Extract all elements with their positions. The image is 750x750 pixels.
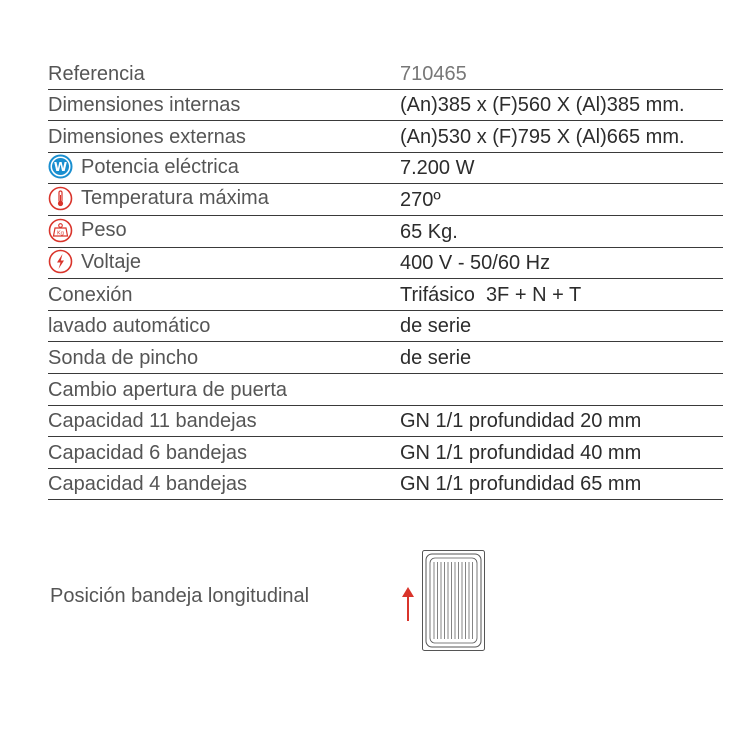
spec-value: GN 1/1 profundidad 20 mm [400, 410, 642, 433]
spec-label: Capacidad 6 bandejas [48, 441, 248, 464]
spec-label: lavado automático [48, 315, 211, 338]
spec-row-capacidad-11 [48, 406, 723, 438]
spec-row-peso [48, 216, 723, 248]
spec-value: (An)385 x (F)560 X (Al)385 mm. [400, 94, 685, 117]
spec-label: Sonda de pincho [48, 346, 199, 369]
thermometer-icon [48, 186, 73, 211]
spec-row-dim-internas [48, 90, 723, 122]
spec-row-potencia [48, 153, 723, 185]
spec-value: Trifásico 3F + N + T [400, 283, 582, 306]
spec-value: GN 1/1 profundidad 40 mm [400, 441, 642, 464]
spec-row-sonda [48, 342, 723, 374]
weight-kg-icon [48, 218, 73, 243]
spec-label: Cambio apertura de puerta [48, 378, 288, 401]
spec-label: Voltaje [81, 250, 142, 273]
spec-label: Capacidad 11 bandejas [48, 410, 257, 433]
spec-row-capacidad-4 [48, 469, 723, 501]
spec-value: GN 1/1 profundidad 65 mm [400, 473, 642, 496]
spec-table [48, 58, 723, 500]
spec-value: 710465 [400, 62, 467, 85]
spec-label: Temperatura máxima [81, 187, 269, 210]
spec-row-capacidad-6 [48, 437, 723, 469]
spec-value: de serie [400, 346, 472, 369]
arrow-up-icon [400, 586, 416, 622]
spec-row-dim-externas [48, 121, 723, 153]
spec-label: Conexión [48, 283, 133, 306]
power-w-icon [48, 154, 73, 179]
lightning-icon [48, 249, 73, 274]
tray-position-label: Posición bandeja longitudinal [50, 585, 310, 607]
spec-label: Capacidad 4 bandejas [48, 473, 248, 496]
spec-label: Dimensiones externas [48, 125, 246, 148]
spec-value: de serie [400, 315, 472, 338]
spec-row-voltaje [48, 248, 723, 280]
spec-row-referencia [48, 58, 723, 90]
spec-value: 400 V - 50/60 Hz [400, 252, 551, 275]
spec-label: Potencia eléctrica [81, 155, 239, 178]
spec-row-temperatura [48, 184, 723, 216]
svg-text:Kg: Kg [56, 230, 65, 237]
svg-text:W: W [53, 160, 68, 175]
spec-value: 7.200 W [400, 157, 475, 180]
spec-label: Referencia [48, 62, 145, 85]
spec-label: Peso [81, 219, 127, 242]
spec-label: Dimensiones internas [48, 94, 241, 117]
spec-value: (An)530 x (F)795 X (Al)665 mm. [400, 125, 685, 148]
gn-tray-icon [422, 550, 485, 651]
spec-row-lavado [48, 311, 723, 343]
spec-row-conexion [48, 279, 723, 311]
spec-value: 270º [400, 188, 441, 211]
spec-value: 65 Kg. [400, 220, 458, 243]
spec-row-apertura [48, 374, 723, 406]
